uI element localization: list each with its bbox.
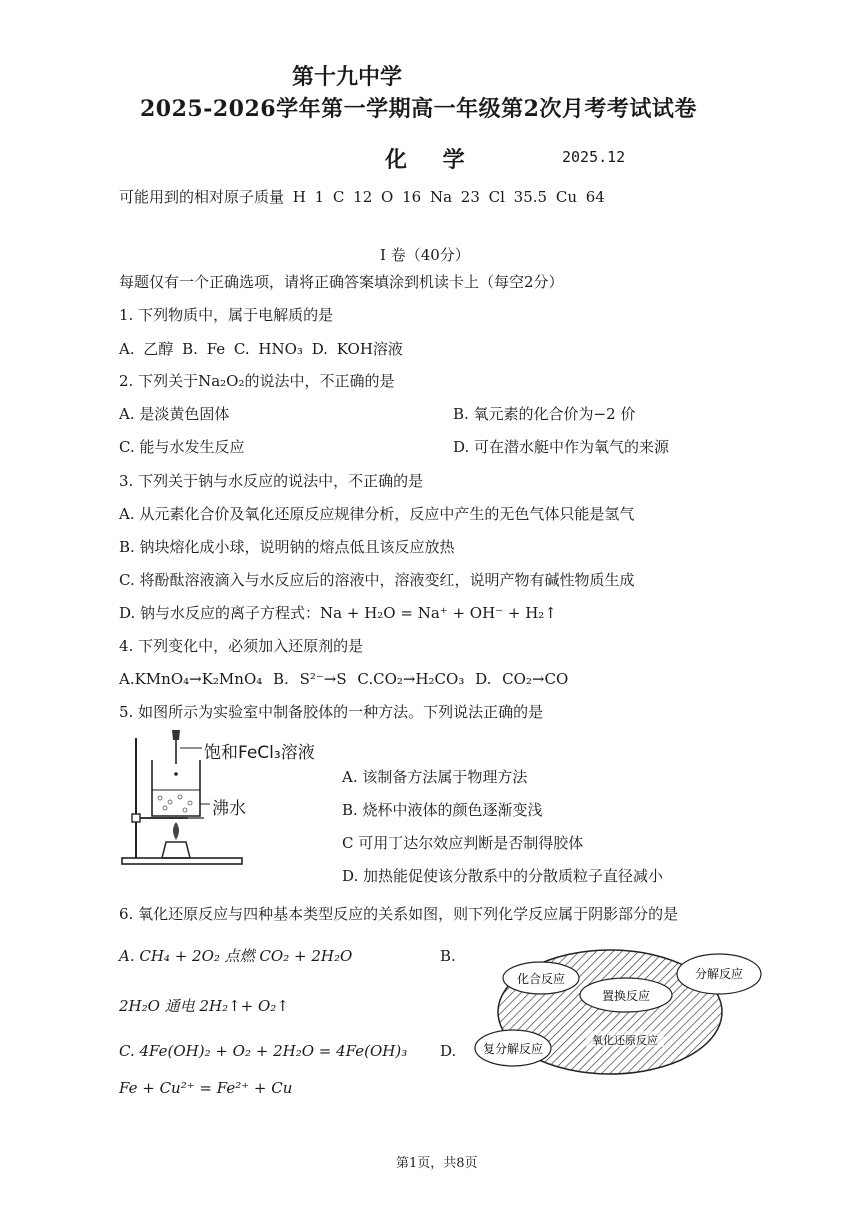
q2-stem: 2. 下列关于Na₂O₂的说法中，不正确的是: [119, 372, 395, 390]
exam-title: 2025-2026学年第一学期高一年级第2次月考考试试卷: [140, 96, 697, 122]
reaction-type-diagram: [468, 935, 788, 1075]
alcohol-lamp: [162, 842, 190, 858]
label-redox: 氧化还原反应: [592, 1034, 658, 1047]
dropper-bulb: [172, 730, 180, 740]
q3-option-d: D. 钠与水反应的离子方程式：Na + H₂O = Na⁺ + OH⁻ + H₂↑: [119, 604, 557, 622]
q1-options: A. 乙醇 B. Fe C. HNO₃ D. KOH溶液: [119, 340, 403, 358]
q6-option-d-equation: Fe + Cu²⁺ = Fe²⁺ + Cu: [119, 1079, 293, 1097]
q2-option-c: C. 能与水发生反应: [119, 438, 245, 456]
label-fecl3: 饱和FeCl₃溶液: [204, 743, 315, 763]
label-double-displacement: 复分解反应: [482, 1042, 544, 1056]
exam-date: 2025.12: [562, 148, 626, 166]
q3-stem: 3. 下列关于钠与水反应的说法中，不正确的是: [119, 472, 424, 490]
section-instruction: 每题仅有一个正确选项，请将正确答案填涂到机读卡上（每空2分）: [119, 273, 564, 291]
clamp: [132, 814, 140, 822]
subject-title: 化 学: [385, 147, 479, 173]
label-decomposition: 分解反应: [694, 967, 744, 981]
flame: [173, 822, 179, 840]
q4-stem: 4. 下列变化中，必须加入还原剂的是: [119, 637, 364, 655]
atomic-masses: 可能用到的相对原子质量 H 1 C 12 O 16 Na 23 Cl 35.5 Cu 64: [119, 188, 605, 206]
q1-stem: 1. 下列物质中，属于电解质的是: [119, 306, 334, 324]
q5-option-d: D. 加热能促使该分散系中的分散质粒子直径减小: [342, 867, 664, 885]
q3-option-c: C. 将酚酞溶液滴入与水反应后的溶液中，溶液变红，说明产物有碱性物质生成: [119, 571, 635, 589]
q6-option-c: C. 4Fe(OH)₂ + O₂ + 2H₂O = 4Fe(OH)₃: [119, 1042, 408, 1060]
label-boiling-water: 沸水: [212, 799, 246, 819]
q6-option-b-equation: 2H₂O 通电 2H₂↑+ O₂↑: [119, 997, 289, 1015]
q2-option-a: A. 是淡黄色固体: [119, 405, 230, 423]
section-title: I 卷（40分）: [380, 246, 470, 264]
q5-option-b: B. 烧杯中液体的颜色逐渐变浅: [342, 801, 543, 819]
stand-base: [122, 858, 242, 864]
label-displacement: 置换反应: [601, 989, 651, 1003]
q6-option-b-letter: B.: [440, 947, 456, 965]
page-number: 第1页，共8页: [396, 1156, 478, 1171]
q5-option-c: C 可用丁达尔效应判断是否制得胶体: [342, 834, 584, 852]
q2-option-b: B. 氧元素的化合价为−2 价: [453, 405, 636, 423]
q2-option-d: D. 可在潜水艇中作为氧气的来源: [453, 438, 670, 456]
q5-stem: 5. 如图所示为实验室中制备胶体的一种方法。下列说法正确的是: [119, 703, 544, 721]
q3-option-a: A. 从元素化合价及氧化还原反应规律分析，反应中产生的无色气体只能是氢气: [119, 505, 635, 523]
beaker: [152, 760, 200, 816]
q4-options: A.KMnO₄→K₂MnO₄ B. S²⁻→S C.CO₂→H₂CO₃ D. CO₂→CO: [119, 670, 569, 688]
label-combination: 化合反应: [516, 972, 566, 986]
q6-option-d-letter: D.: [440, 1042, 457, 1060]
q5-option-a: A. 该制备方法属于物理方法: [342, 768, 528, 786]
q6-stem: 6. 氧化还原反应与四种基本类型反应的关系如图，则下列化学反应属于阴影部分的是: [119, 905, 679, 923]
q6-option-a: A. CH₄ + 2O₂ 点燃 CO₂ + 2H₂O: [119, 947, 353, 965]
q3-option-b: B. 钠块熔化成小球，说明钠的熔点低且该反应放热: [119, 538, 455, 556]
school-name: 第十九中学: [292, 64, 403, 90]
